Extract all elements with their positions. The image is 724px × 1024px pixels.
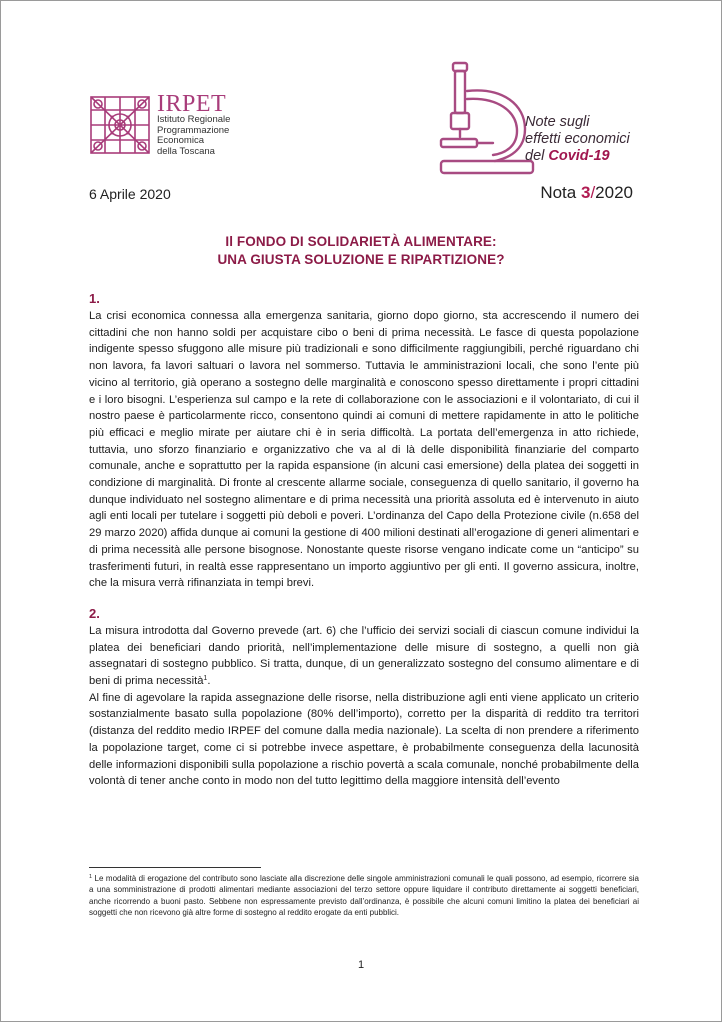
irpet-logo xyxy=(89,91,231,157)
series-title: Note sugli effetti economici del Covid-19 xyxy=(525,114,630,164)
paragraph: La misura introdotta dal Governo prevede (art. 6) che l’ufficio dei servizi sociali di ciascun comune individui la platea dei beneficiari dando priorità, nell’implementazione delle misure di sostegno, a quelli non già assegnatari di sostegno pubblico. Si tratta, dunque, di un generalizzato sostegno del consumo alimentare e di beni di prima necessità$^1$. xyxy=(89,624,639,688)
page-number: 1 xyxy=(357,959,365,971)
paragraph: La crisi economica connessa alla emergenza sanitaria, giorno dopo giorno, sta accrescendo il numero dei cittadini che non hanno soldi per acquistare cibo o beni di prima necessità. Le fasce di questa popolazione indigente spesso sfuggono alle misure più tradizionali e sono difficilmente raggiungibili, perché riguardano chi non lavora, fa lavori saltuari o lavora nel sommerso. Tuttavia le amministrazioni locali, che sono l’ente più vicino al territorio, già operano a sostegno delle marginalità e conoscono spesso direttamente i propri cittadini e i loro bisogni. L’esperienza sul campo e la rete di collaborazione con le associazioni e il volontariato, di cui il nostro paese è particolarmente ricco, consentono quindi ai comuni di mettere rapidamente in atto le politiche più efficaci e meglio mirate per aiutare chi è in seria difficoltà. La portata dell’emergenza in atto richiede, tuttavia, uno sforzo finanziario e organizzativo che va al di là delle disponibilità finanziarie del comparto comunale, anche e soprattutto per la rapida espansione (in alcuni casi emersione) della platea dei soggetti in condizione di marginalità. Di fronte al crescente allarme sociale, conseguenza di quello sanitario, il governo ha dunque individuato nel sostegno alimentare e di prima necessità una priorità assoluta ed è intervenuto in aiuto agli enti locali per tutelare i soggetti più deboli e poveri. L’ordinanza del Capo della Protezione civile (n.658 del 29 marzo 2020) affida dunque ai comuni la gestione di 400 milioni destinati all’erogazione di generi alimentari e di prima necessità alle persone bisognose. Nonostante queste risorse vengano indicate come un “anticipo” su trasferimenti futuri, in realtà esse rappresentano un importo aggiuntivo per gli enti. Il governo assicura, inoltre, che la misura verrà rifinanziata in tempi brevi. xyxy=(89,310,639,590)
footnote-ref[interactable]: 1 xyxy=(203,675,208,683)
paragraph: Al fine di agevolare la rapida assegnazione delle risorse, nella distribuzione agli enti viene applicato un criterio sostanzialmente basato sulla popolazione (80% dell’importo), corretto per la disparità di reddito tra territori (distanza del reddito medio IRPEF del comune dalla media nazionale). La scelta di non prendere a riferimento la popolazione target, come ci si potrebbe invece aspettare, è probabilmente conseguenza della lacunosità delle informazioni disponibili sulla popolazione a rischio povertà a scala comunale, nonché probabilmente della volontà di tener anche conto in modo non del tutto legittimo della maggiore intensità dell’evento xyxy=(89,691,639,788)
footnote-divider xyxy=(89,867,261,868)
covid-label: Covid-19 xyxy=(548,148,610,164)
document-body xyxy=(89,291,639,790)
footnote: $^1$ Le modalità di erogazione del contributo sono lasciate alla discrezione delle singole amministrazioni comunali le quali possono, ad esempio, ricorrere sia a una somministrazione di prodotti alimentari mediante associazioni del terzo settore oppure liquidare il contributo direttamente ai soggetti beneficiari, anche ricorrendo a buoni pasto. Sebbene non espressamente previsto dall’ordinanza, è possibile che alcuni comuni limitino la platea dei beneficiari ai soggetti che non ricevono già altre forme di sostegno al reddito erogate da enti pubblici. xyxy=(89,874,639,917)
logo-name: IRPET xyxy=(157,91,227,117)
section-number: 1. xyxy=(89,291,100,306)
irpet-emblem-icon xyxy=(89,95,151,155)
document-title: Il FONDO DI SOLIDARIETÀ ALIMENTARE: UNA GIUSTA SOLUZIONE E RIPARTIZIONE? xyxy=(217,234,505,267)
publication-date: 6 Aprile 2020 xyxy=(89,186,171,202)
logo-subtitle: Istituto Regionale Programmazione Economica della Toscana xyxy=(157,114,231,157)
note-number: Nota 3/2020 xyxy=(540,183,633,202)
section-number: 2. xyxy=(89,605,100,621)
